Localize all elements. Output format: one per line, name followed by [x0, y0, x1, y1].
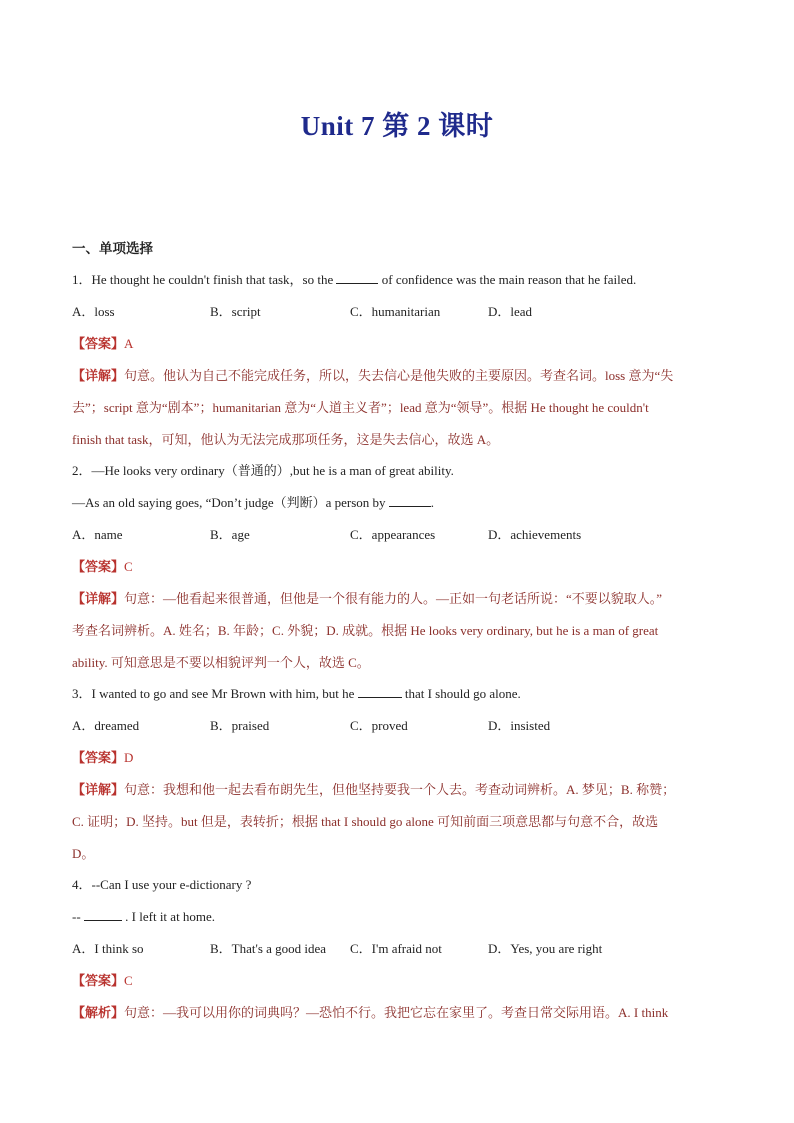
- option-b: B．script: [210, 304, 261, 319]
- option-a: A．dreamed: [72, 718, 140, 733]
- option-a: A．name: [72, 527, 123, 542]
- option-d: D．achievements: [488, 527, 582, 542]
- question-3-answer: [72, 748, 732, 768]
- answer-value: C: [124, 973, 133, 988]
- page-title: Unit 7 第 2 课时: [300, 111, 494, 141]
- question-2-stem-1: 2．—He looks very ordinary（普通的）,but he is a man of great ability.: [72, 463, 454, 478]
- question-4-stem-1: 4．--Can I use your e-dictionary ?: [72, 877, 252, 892]
- answer-tag: 【答案】: [72, 750, 125, 765]
- answer-tag: 【答案】: [72, 336, 125, 351]
- option-d: D．Yes, you are right: [488, 941, 603, 956]
- question-2-explanation-line-3: ability. 可知意思是不要以相貌评判一个人，故选 C。: [72, 655, 370, 670]
- question-4-stem-2: [72, 907, 732, 927]
- answer-value: A: [124, 336, 134, 351]
- question-4-stem-end: . I left it at home.: [121, 909, 216, 924]
- explanation-text: 句意：—他看起来很普通，但他是一个很有能力的人。—正如一句老话所说：“不要以貌取人。”: [124, 591, 663, 606]
- question-3-options: [72, 716, 732, 736]
- question-3-stem-start: 3．I wanted to go and see Mr Brown with him, but he: [72, 686, 358, 701]
- explanation-text: 句意。他认为自己不能完成任务，所以，失去信心是他失败的主要原因。考查名词。loss 意为“失: [124, 368, 674, 383]
- option-d: D．lead: [488, 304, 533, 319]
- question-4-answer: [72, 971, 732, 991]
- question-1-explanation-line-1: [72, 366, 732, 386]
- question-2-stem-2: [72, 493, 732, 513]
- question-3-explanation-line-2: C. 证明；D. 坚持。but 但是，表转折；根据 that I should go alone 可知前面三项意思都与句意不合，故选: [72, 814, 659, 829]
- question-2-explanation-line-1: [72, 589, 732, 609]
- answer-tag: 【答案】: [72, 973, 125, 988]
- option-a: A．I think so: [72, 941, 144, 956]
- question-1-answer: [72, 334, 732, 354]
- section-heading: 一、单项选择: [72, 241, 153, 256]
- explanation-text: 句意：—我可以用你的词典吗？—恐怕不行。我把它忘在家里了。考查日常交际用语。A. I think: [124, 1005, 669, 1020]
- explanation-tag: 【详解】: [72, 368, 125, 383]
- answer-tag: 【答案】: [72, 559, 125, 574]
- question-4-stem-start: --: [72, 909, 84, 924]
- question-2-options: [72, 525, 732, 545]
- answer-blank: [389, 494, 431, 507]
- explanation-tag: 【解析】: [72, 1005, 125, 1020]
- answer-blank: [336, 271, 378, 284]
- question-1-stem: [72, 270, 732, 290]
- answer-blank: [84, 908, 122, 921]
- option-b: B．praised: [210, 718, 270, 733]
- explanation-tag: 【详解】: [72, 782, 125, 797]
- option-a: A．loss: [72, 304, 115, 319]
- question-3-stem: [72, 684, 732, 704]
- question-1-explanation-line-3: finish that task，可知，他认为无法完成那项任务，这是失去信心，故选 A。: [72, 432, 500, 447]
- option-b: B．That's a good idea: [210, 941, 327, 956]
- question-4-explanation-line-1: [72, 1003, 732, 1023]
- option-c: C．proved: [350, 718, 408, 733]
- question-2-stem-end: .: [430, 495, 435, 510]
- option-b: B．age: [210, 527, 250, 542]
- answer-value: C: [124, 559, 133, 574]
- question-2-answer: [72, 557, 732, 577]
- question-4-options: [72, 939, 732, 959]
- question-1-explanation-line-2: 去”；script 意为“剧本”；humanitarian 意为“人道主义者”；lead 意为“领导”。根据 He thought he couldn't: [72, 400, 649, 415]
- question-1-stem-start: 1．He thought he couldn't finish that task，so the: [72, 272, 337, 287]
- answer-blank: [358, 685, 402, 698]
- answer-value: D: [124, 750, 134, 765]
- explanation-tag: 【详解】: [72, 591, 125, 606]
- question-3-explanation-line-3: D。: [72, 846, 95, 861]
- question-3-explanation-line-1: [72, 780, 732, 800]
- option-c: C．appearances: [350, 527, 436, 542]
- question-2-explanation-line-2: 考查名词辨析。A. 姓名；B. 年龄；C. 外貌；D. 成就。根据 He looks very ordinary, but he is a man of great: [72, 623, 659, 638]
- option-d: D．insisted: [488, 718, 551, 733]
- question-1-stem-end: of confidence was the main reason that he failed.: [378, 272, 637, 287]
- explanation-text: 句意：我想和他一起去看布朗先生，但他坚持要我一个人去。考查动词辨析。A. 梦见；B. 称赞；: [124, 782, 676, 797]
- question-3-stem-end: that I should go alone.: [401, 686, 521, 701]
- question-2-stem-start: —As an old saying goes, “Don’t judge（判断）a person by: [72, 495, 389, 510]
- option-c: C．humanitarian: [350, 304, 441, 319]
- option-c: C．I'm afraid not: [350, 941, 442, 956]
- question-1-options: [72, 302, 732, 322]
